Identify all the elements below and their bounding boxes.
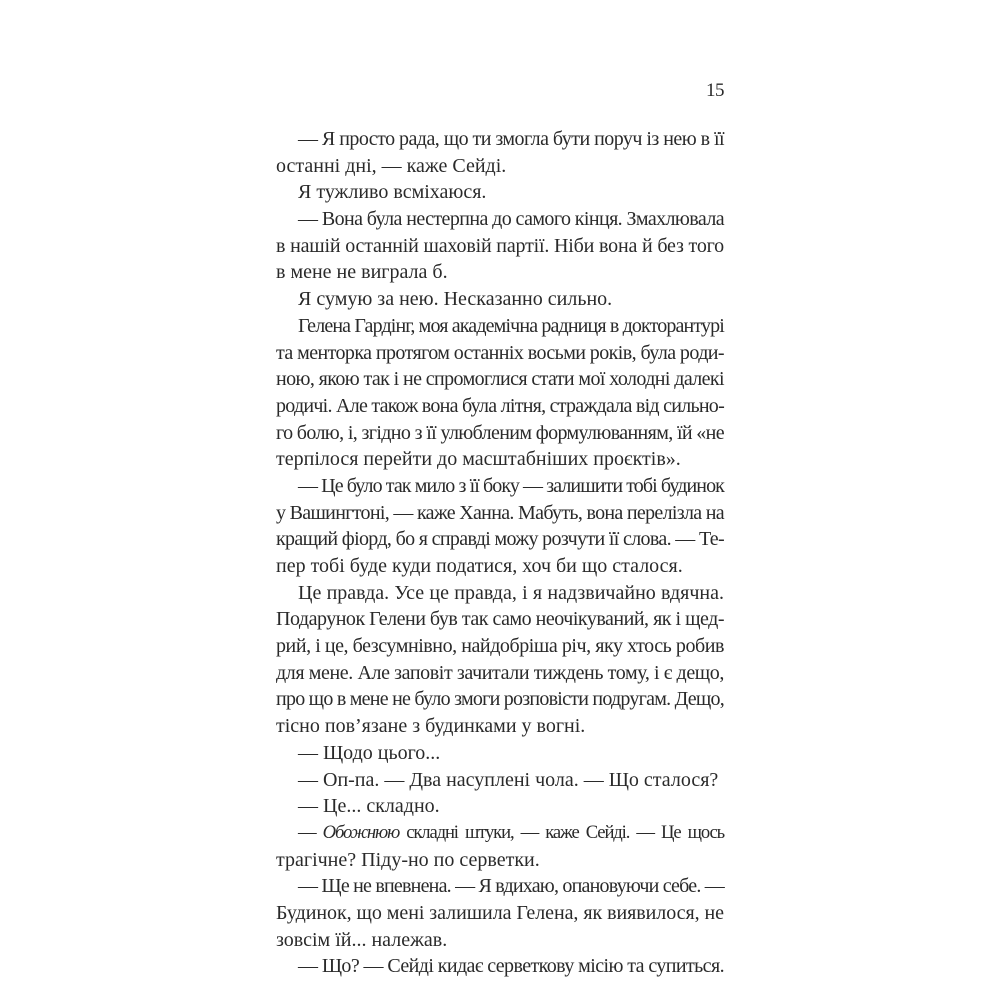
page-number: 15 <box>706 80 724 101</box>
text-line: останні дні, — каже Сейді. <box>276 154 507 177</box>
text-line: — Це... складно. <box>298 795 440 818</box>
text-line: для мене. Але заповіт зачитали тиждень тому, і є дещо, <box>276 661 724 684</box>
text-line: зовсім їй... належав. <box>276 928 448 951</box>
text-line: Гелена Гардінг, моя академічна радниця в докторантурі <box>298 314 725 337</box>
text-line: — Оп-па. — Два насуплені чола. — Що сталося? <box>298 768 719 791</box>
text-line: го болю, і, згідно з її улюбленим формулюванням, їй «не <box>276 421 724 444</box>
text-line: Я тужливо всміхаюся. <box>298 181 487 204</box>
text-line: тісно пов’язане з будинками у вогні. <box>276 715 586 738</box>
text-line: кращий фіорд, бо я справді можу розчути її слова. — Те- <box>276 528 724 551</box>
text-line: — Я просто рада, що ти змогла бути поруч із нею в її <box>298 128 724 150</box>
text-line: терпілося перейти до масштабніших проєктів». <box>276 448 681 471</box>
text-line: в мене не виграла б. <box>276 261 448 284</box>
text-line: та менторка протягом останніх восьми років, була роди- <box>276 341 724 364</box>
text-line: Будинок, що мені залишила Гелена, як виявилося, не <box>276 901 724 924</box>
text-line: в нашій останній шаховій партії. Ніби вона й без того <box>276 234 724 257</box>
text-line: — Це було так мило з її боку — залишити тобі будинок <box>298 474 724 497</box>
text-line: Я сумую за нею. Несказанно сильно. <box>298 288 613 311</box>
text-line: Подарунок Гелени був так само неочікуваний, як і щед- <box>276 608 724 631</box>
text-line: пер тобі буде куди податися, хоч би що сталося. <box>276 555 683 577</box>
text-line: про що в мене не було змоги розповісти подругам. Дещо, <box>276 688 724 711</box>
text-segment: — <box>298 821 323 843</box>
text-line: ною, якою так і не спромоглися стати мої холодні далекі <box>276 368 724 391</box>
text-line: Це правда. Усе це правда, і я надзвичайно вдячна. <box>298 581 724 604</box>
text-line: — Що? — Сейді кидає серветкову місію та супиться. <box>298 955 724 978</box>
text-line: — Щодо цього... <box>298 741 441 764</box>
body-text <box>276 126 724 980</box>
text-line: — Вона була нестерпна до самого кінця. Змахлювала <box>298 208 724 231</box>
text-line: у Вашингтоні, — каже Ханна. Мабуть, вона перелізла на <box>276 501 724 524</box>
text-line: рий, і це, безсумнівно, найдобріша річ, яку хтось робив <box>276 635 724 658</box>
emphasis-text: Обожнюю <box>322 821 400 843</box>
text-line: — Ще не впевнена. — Я вдихаю, опановуючи себе. — <box>298 875 725 898</box>
text-line <box>276 820 724 847</box>
text-segment: складні штуки, — каже Сейді. — Це щось <box>399 821 724 843</box>
text-line: родичі. Але також вона була літня, страждала від сильно- <box>276 394 724 417</box>
text-line: трагічне? Піду-но по серветки. <box>276 848 540 871</box>
